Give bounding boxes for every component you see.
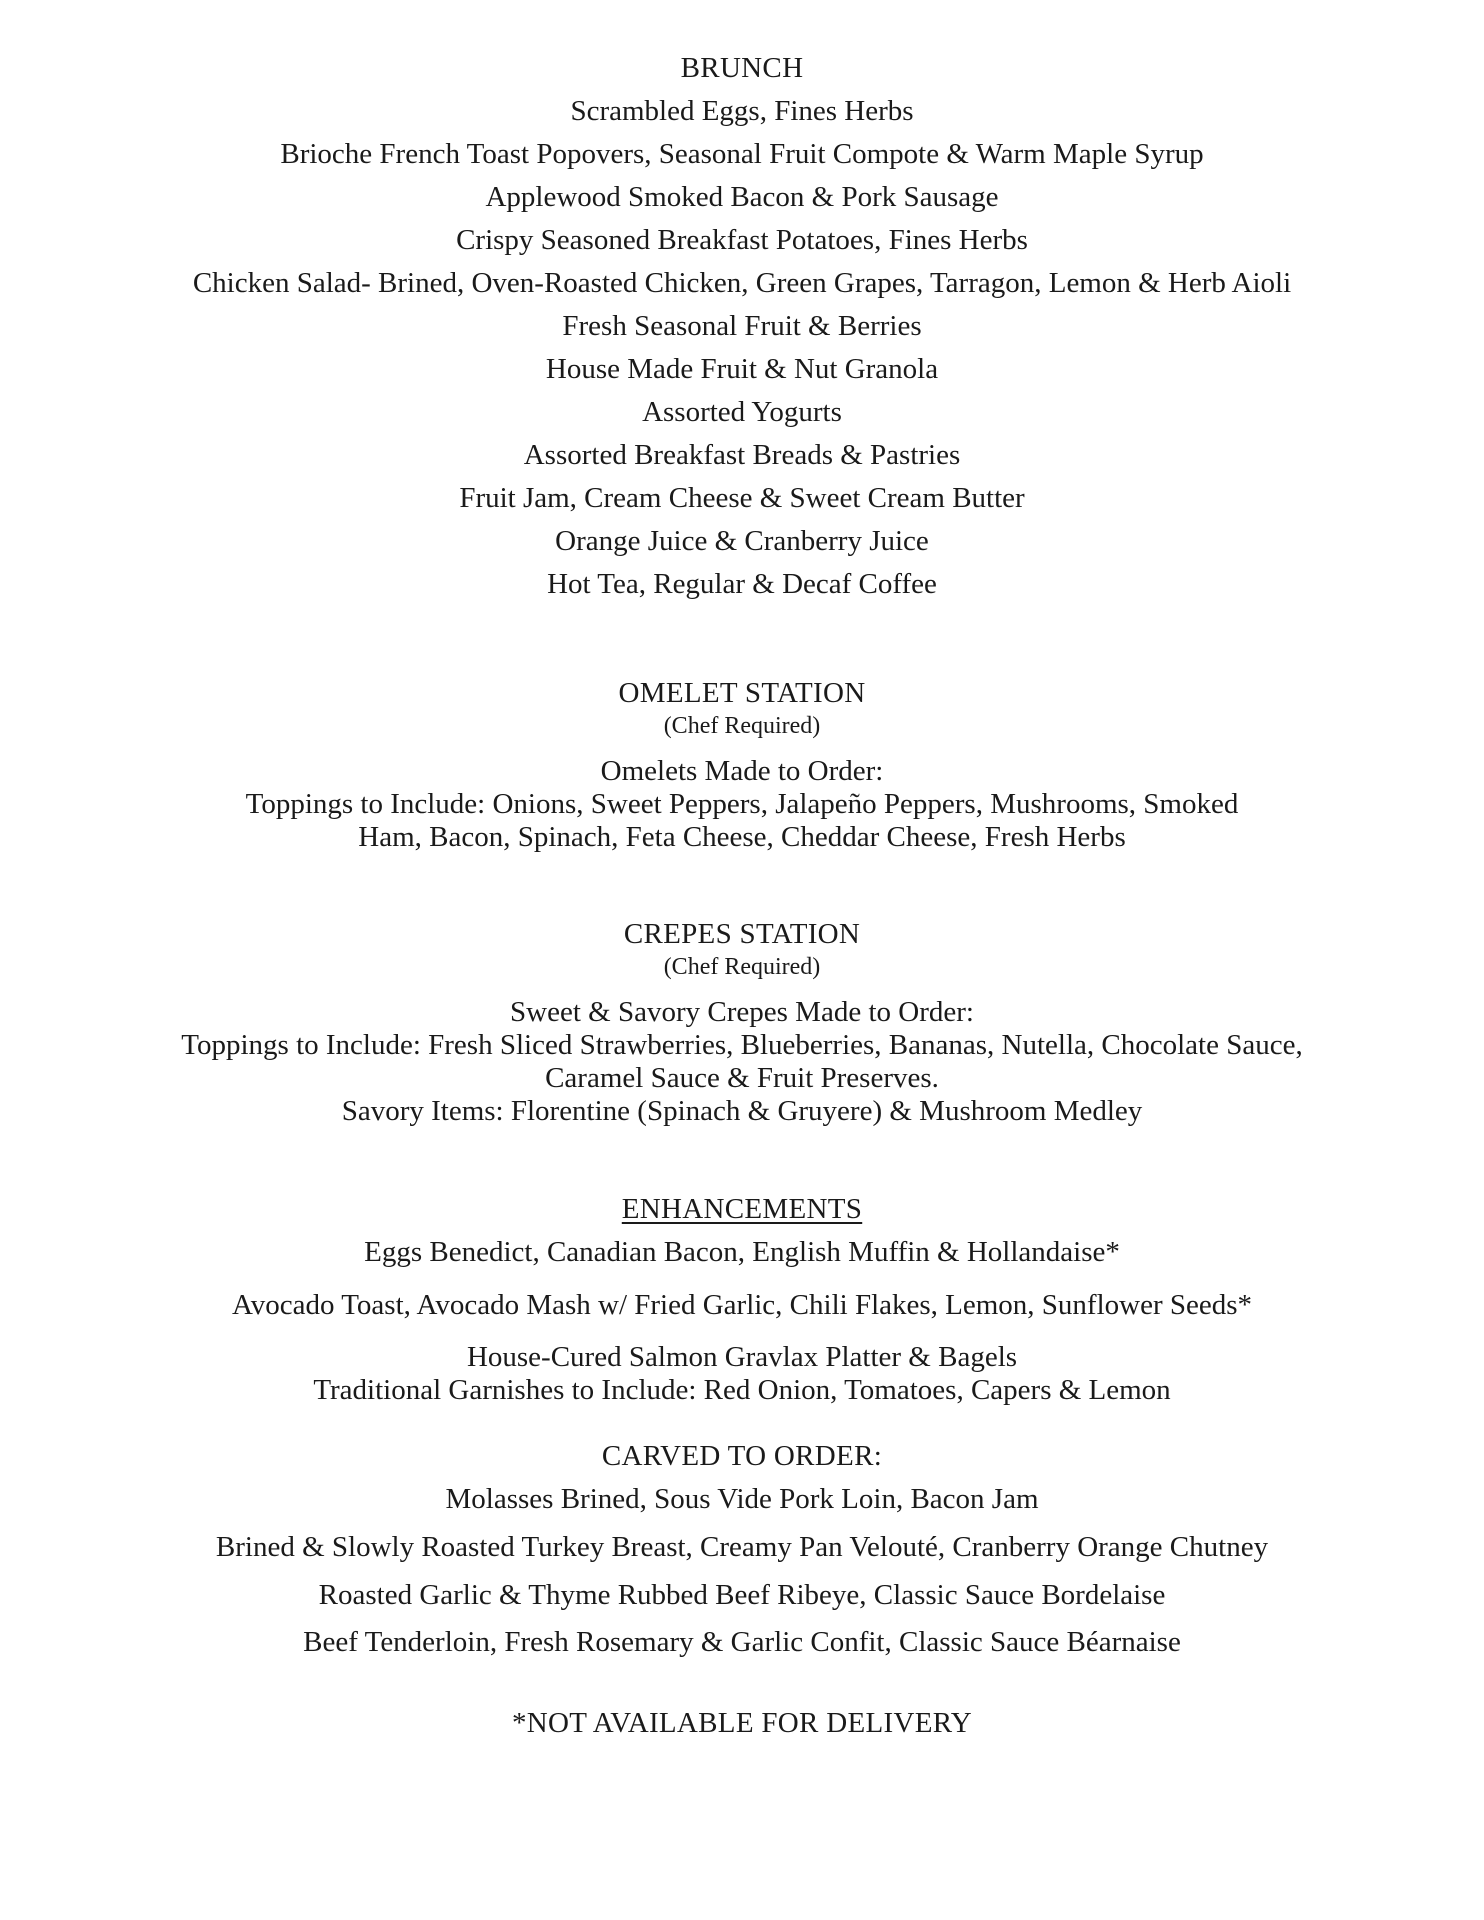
- brunch-item: House Made Fruit & Nut Granola: [545, 353, 939, 385]
- carved-item: Roasted Garlic & Thyme Rubbed Beef Ribeye, Classic Sauce Bordelaise: [318, 1579, 1166, 1611]
- omelet-note: (Chef Required): [663, 713, 821, 739]
- brunch-item: Brioche French Toast Popovers, Seasonal Fruit Compote & Warm Maple Syrup: [280, 138, 1204, 170]
- enhancements-heading-wrap: [0, 1195, 1484, 1224]
- enhancement-line: Traditional Garnishes to Include: Red Onion, Tomatoes, Capers & Lemon: [313, 1374, 1171, 1406]
- brunch-item: Applewood Smoked Bacon & Pork Sausage: [485, 181, 999, 213]
- brunch-item: Orange Juice & Cranberry Juice: [555, 525, 929, 557]
- brunch-heading: BRUNCH: [680, 52, 804, 84]
- delivery-note: *NOT AVAILABLE FOR DELIVERY: [511, 1707, 973, 1739]
- crepes-line: Savory Items: Florentine (Spinach & Gruyere) & Mushroom Medley: [341, 1095, 1143, 1127]
- omelet-line: Omelets Made to Order:: [600, 755, 884, 787]
- omelet-heading: OMELET STATION: [618, 677, 866, 709]
- brunch-item: Assorted Breakfast Breads & Pastries: [523, 439, 961, 471]
- brunch-item: Scrambled Eggs, Fines Herbs: [570, 95, 914, 127]
- crepes-line: Sweet & Savory Crepes Made to Order:: [510, 996, 974, 1028]
- brunch-item: Crispy Seasoned Breakfast Potatoes, Fines Herbs: [456, 224, 1028, 256]
- carved-item: Molasses Brined, Sous Vide Pork Loin, Bacon Jam: [445, 1483, 1039, 1515]
- enhancement-line: House-Cured Salmon Gravlax Platter & Bagels: [466, 1341, 1018, 1373]
- brunch-item: Chicken Salad- Brined, Oven-Roasted Chicken, Green Grapes, Tarragon, Lemon & Herb Aioli: [192, 267, 1292, 299]
- crepes-heading: CREPES STATION: [623, 918, 861, 950]
- carved-heading: CARVED TO ORDER:: [601, 1440, 883, 1472]
- enhancement-line: Avocado Toast, Avocado Mash w/ Fried Garlic, Chili Flakes, Lemon, Sunflower Seeds*: [231, 1289, 1253, 1321]
- brunch-item: Hot Tea, Regular & Decaf Coffee: [547, 568, 937, 600]
- crepes-line: Caramel Sauce & Fruit Preserves.: [545, 1062, 939, 1094]
- crepes-note: (Chef Required): [663, 954, 821, 980]
- carved-item: Beef Tenderloin, Fresh Rosemary & Garlic Confit, Classic Sauce Béarnaise: [303, 1626, 1181, 1658]
- omelet-line: Toppings to Include: Onions, Sweet Peppers, Jalapeño Peppers, Mushrooms, Smoked: [245, 788, 1239, 820]
- brunch-item: Fresh Seasonal Fruit & Berries: [562, 310, 922, 342]
- enhancement-line: Eggs Benedict, Canadian Bacon, English Muffin & Hollandaise*: [364, 1236, 1120, 1268]
- omelet-line: Ham, Bacon, Spinach, Feta Cheese, Cheddar Cheese, Fresh Herbs: [358, 821, 1126, 853]
- carved-item: Brined & Slowly Roasted Turkey Breast, Creamy Pan Velouté, Cranberry Orange Chutney: [215, 1531, 1269, 1563]
- brunch-item: Fruit Jam, Cream Cheese & Sweet Cream Butter: [459, 482, 1025, 514]
- brunch-item: Assorted Yogurts: [642, 396, 842, 428]
- crepes-line: Toppings to Include: Fresh Sliced Strawberries, Blueberries, Bananas, Nutella, Chocolate Sauce,: [181, 1029, 1303, 1061]
- enhancements-heading: ENHANCEMENTS: [621, 1193, 863, 1225]
